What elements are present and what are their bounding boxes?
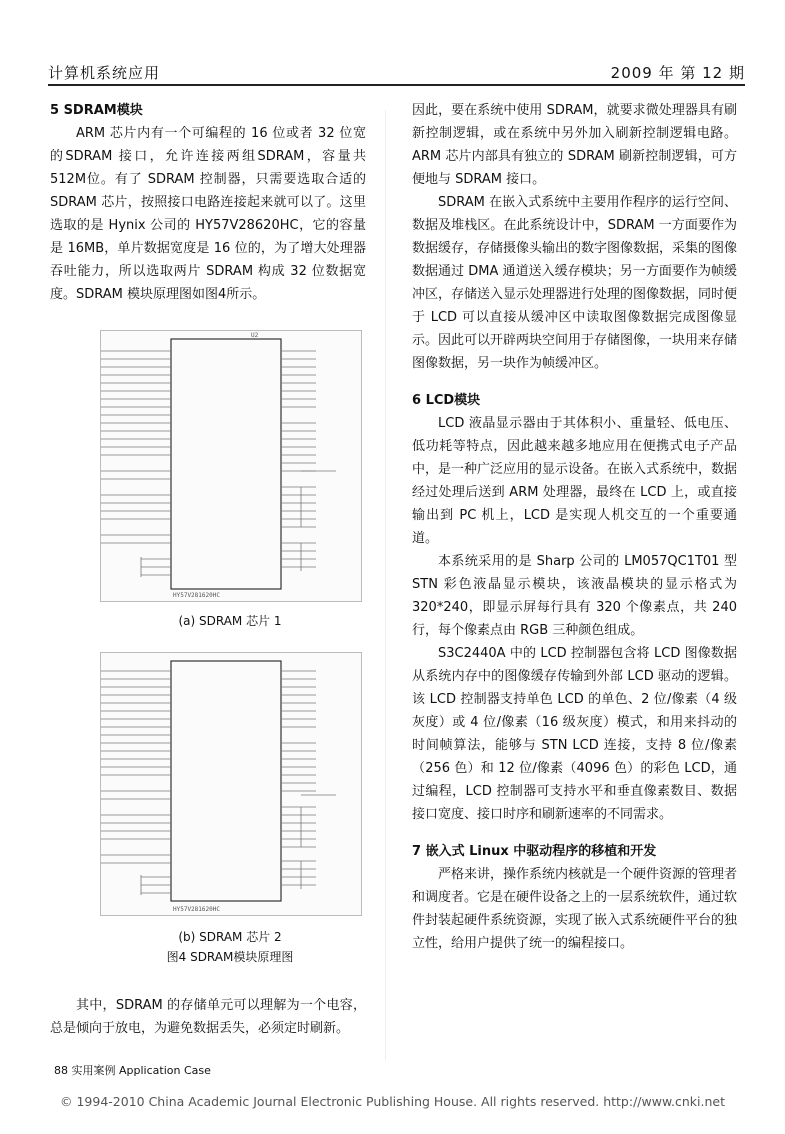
driver-paragraph: 严格来讲，操作系统内核就是一个硬件资源的管理者和调度者。它是在硬件设备之上的一层系统软件，通过软件封装起硬件系统资源，实现了嵌入式系统硬件平台的独立性，给用户提供了统一的编程接口。 (412, 867, 738, 951)
sdram-paragraph: ARM 芯片内有一个可编程的 16 位或者 32 位宽的SDRAM 接口，允许连接两组SDRAM，容量共 512M位。有了 SDRAM 控制器，只需要选取合适的 SDRAM 芯片，按照接口电路连接起来就可以了。这里选取的是 Hynix 公司的 HY57V28620HC，它的容量是 16MB，单片数据宽度是 16 位的，为了增大处理器吞吐能力，所以选取两片 SDRAM 构成 32 位数据宽度。SDRAM 模块原理图如图4所示。 (50, 126, 366, 302)
refresh-logic-paragraph: 因此，要在系统中使用 SDRAM，就要求微处理器具有刷新控制逻辑，或在系统中另外加入刷新控制逻辑电路。ARM 芯片内部具有独立的 SDRAM 刷新控制逻辑，可方便地与 SDRAM 接口。 (412, 103, 737, 187)
sdram-chip2-schematic (100, 652, 362, 916)
issue-info: 2009 年 第 12 期 (610, 64, 745, 82)
section-heading-driver: 7 嵌入式 Linux 中驱动程序的移植和开发 (412, 844, 657, 859)
figure-4-caption: 图4 SDRAM模块原理图 (166, 950, 294, 964)
caption-chip2: (b) SDRAM 芯片 2 (178, 930, 282, 944)
chip2-part-number: HY57V281620HC (173, 906, 220, 913)
page-footer: 88 实用案例 Application Case (54, 1064, 211, 1077)
caption-chip1: (a) SDRAM 芯片 1 (178, 614, 282, 628)
lcd-intro-paragraph: LCD 液晶显示器由于其体积小、重量轻、低电压、低功耗等特点，因此越来越多地应用在便携式电子产品中，是一种广泛应用的显示设备。在嵌入式系统中，数据经过处理后送到 ARM 处理器，最终在 LCD 上，或直接输出到 PC 机上，LCD 是实现人机交互的一个重要通道。 (412, 416, 738, 546)
lcd-controller-paragraph: S3C2440A 中的 LCD 控制器包含将 LCD 图像数据从系统内存中的图像缓存传输到外部 LCD 驱动的逻辑。该 LCD 控制器支持单色 LCD 的单色、2 位/像素（4 级灰度）或 4 位/像素（16 级灰度）模式，和用来抖动的时间帧算法，能够与 STN LCD 连接，支持 8 位/像素（256 色）和 12 位/像素（4096 色）的彩色 LCD，通过编程，LCD 控制器可支持水平和垂直像素数目、数据接口宽度、接口时序和刷新速率的不同需求。 (412, 646, 737, 822)
refresh-paragraph: 其中，SDRAM 的存储单元可以理解为一个电容，总是倾向于放电，为避免数据丢失，必须定时刷新。 (50, 998, 366, 1036)
left-column (50, 99, 366, 306)
sdram-usage-paragraph: SDRAM 在嵌入式系统中主要用作程序的运行空间、数据及堆栈区。在此系统设计中，SDRAM 一方面要作为数据缓存，存储摄像头输出的数字图像数据，采集的图像数据通过 DMA 通道送入缓存模块；另一方面要作为帧缓冲区，存储送入显示处理器进行处理的图像数据，同时便于 LCD 可以直接从缓冲区中读取图像数据完成图像显示。因此可以开辟两块空间用于存储图像，一块用来存储图像数据，另一块作为帧缓冲区。 (412, 195, 738, 371)
copyright-notice: © 1994-2010 China Academic Journal Electronic Publishing House. All rights reserved. http://www.cnki.net (60, 1094, 725, 1109)
sdram-chip1-schematic (100, 330, 362, 602)
schematic-2-svg (101, 653, 361, 915)
column-divider (385, 110, 386, 1060)
left-bottom-text (50, 994, 366, 1040)
section-heading-lcd: 6 LCD模块 (412, 393, 481, 408)
schematic-1-svg (101, 331, 361, 601)
page-header (48, 62, 745, 86)
right-column (412, 99, 737, 955)
chip1-part-number: HY57V281620HC (173, 592, 220, 599)
section-heading-sdram: 5 SDRAM模块 (50, 103, 143, 118)
lcd-module-paragraph: 本系统采用的是 Sharp 公司的 LM057QC1T01 型 STN 彩色液晶显示模块，该液晶模块的显示格式为 320*240，即显示屏每行具有 320 个像素点，共 240 行，每个像素点由 RGB 三种颜色组成。 (412, 554, 737, 638)
journal-title: 计算机系统应用 (48, 64, 161, 82)
chip1-ref-label: U2 (251, 332, 259, 339)
